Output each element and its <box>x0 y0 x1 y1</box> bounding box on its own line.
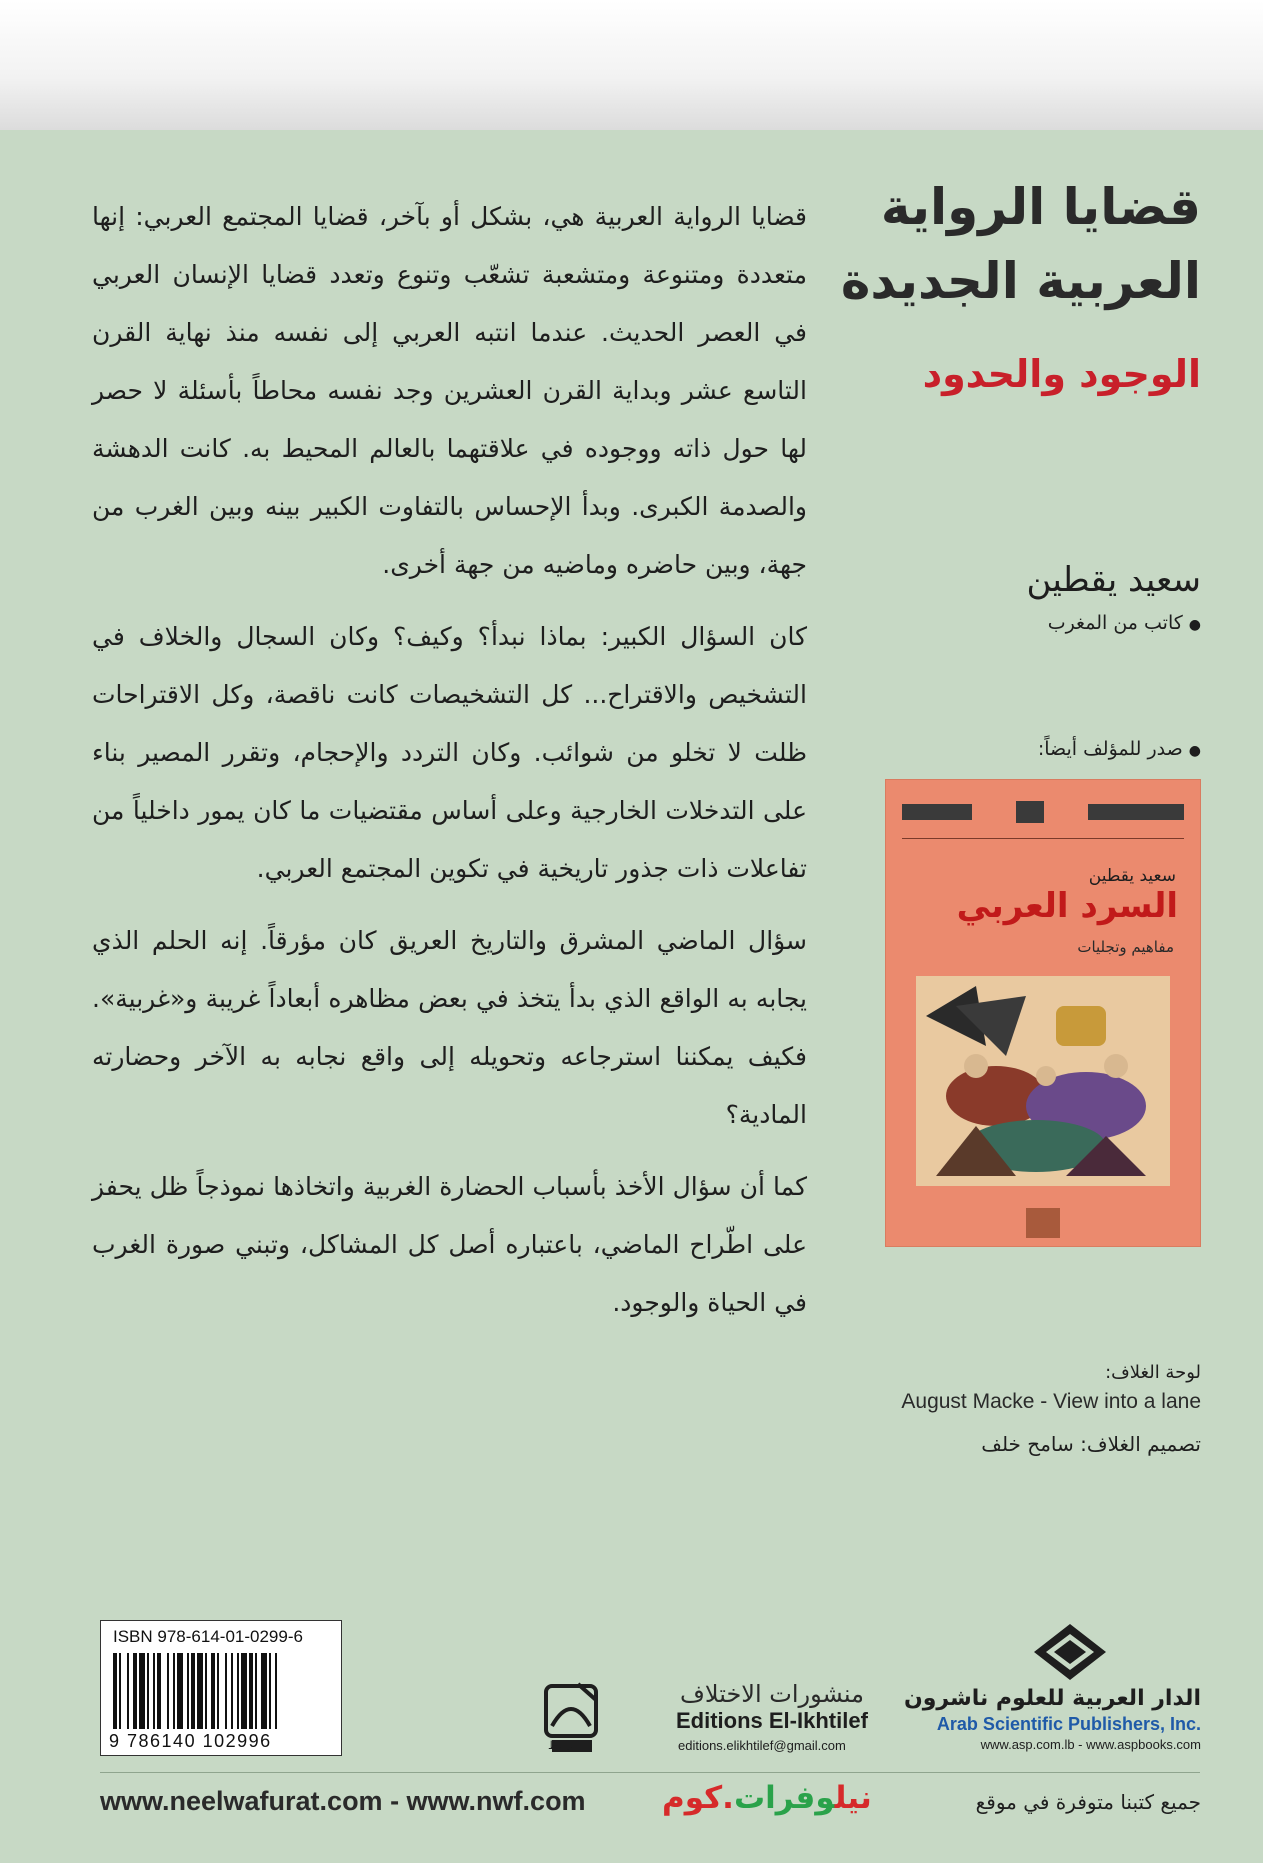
mini-cover-imprint <box>1026 1208 1060 1238</box>
mini-asp-logo <box>1088 804 1184 820</box>
mini-ikhtilef-logo <box>902 804 972 820</box>
isbn-barcode-box <box>100 1620 342 1756</box>
mini-cover-subtitle: مفاهيم وتجليات <box>1077 938 1174 956</box>
mini-cover-author: سعيد يقطين <box>1088 866 1176 886</box>
blurb-paragraph: كان السؤال الكبير: بماذا نبدأ؟ وكيف؟ وكان السجال والخلاف في التشخيص والاقتراح... كل التشخيصات كانت ناقصة، وكل الاقتراحات ظلت لا تخلو من شوائب. وكان التردد والإحجام، وتقرر المصير بناء على التدخلات الخارجية وعلى أساس مقتضيات ما كان يمور داخلياً من تفاعلات ذات جذور تاريخية في تكوين المجتمع العربي. <box>92 622 807 883</box>
book-title-line-1: قضايا الرواية <box>880 178 1201 236</box>
bullet-icon: ● <box>1188 617 1201 633</box>
mini-cover-illustration <box>916 976 1170 1186</box>
cover-designer: تصميم الغلاف: سامح خلف <box>981 1432 1201 1456</box>
mini-cover-rule <box>902 838 1184 839</box>
blurb <box>92 188 807 1346</box>
blurb-paragraph: سؤال الماضي المشرق والتاريخ العريق كان مؤرقاً. إنه الحلم الذي يجابه به الواقع الذي بدأ يتخذ في بعض مظاهره أبعاداً غريبة و«غربية». فكيف يمكننا استرجاعه وتحويله إلى واقع نجابه به الآخر وحضارته المادية؟ <box>92 926 807 1129</box>
footer-availability: جميع كتبنا متوفرة في موقع <box>975 1790 1201 1814</box>
blurb-paragraph: قضايا الرواية العربية هي، بشكل أو بآخر، قضايا المجتمع العربي: إنها متعددة ومتنوعة ومتشعبة تشعّب وتنوع وتعدد قضايا الإنسان العربي في العصر الحديث. عندما انتبه العربي إلى نفسه منذ نهاية القرن التاسع عشر وبداية القرن العشرين وجد نفسه محاطاً بأسئلة لا حصر لها حول ذاته ووجوده في علاقتهما بالعالم المحيط به. كانت الدهشة والصدمة الكبرى. وبدأ الإحساس بالتفاوت الكبير بينه وبين الغرب من جهة، وبين حاضره وماضيه من جهة أخرى. <box>92 202 807 579</box>
author-name: سعيد يقطين <box>1026 560 1201 600</box>
brand-part-1: نيل <box>834 1780 872 1816</box>
barcode-icon <box>113 1653 329 1729</box>
cover-art-label: لوحة الغلاف: <box>1105 1362 1201 1383</box>
footer-urls[interactable]: www.neelwafurat.com - www.nwf.com <box>100 1786 586 1816</box>
mini-cover-title: السرد العربي <box>956 886 1178 926</box>
zaman-city: الرباط <box>548 1739 578 1752</box>
brand-part-3: .كوم <box>662 1780 734 1816</box>
asp-publisher-logo <box>1032 1622 1108 1682</box>
also-by-label-text: صدر للمؤلف أيضاً: <box>1037 738 1183 760</box>
blurb-paragraph: كما أن سؤال الأخذ بأسباب الحضارة الغربية واتخاذها نموذجاً ظل يحفز على اطّراح الماضي، باعتباره أصل كل المشاكل، وتبني صورة الغرب في الحياة والوجود. <box>92 1172 807 1317</box>
asp-name-ar: الدار العربية للعلوم ناشرون <box>903 1686 1201 1711</box>
asp-websites[interactable]: www.asp.com.lb - www.aspbooks.com <box>980 1737 1201 1752</box>
footer-divider <box>100 1772 1200 1773</box>
also-by-label <box>1038 738 1201 760</box>
bullet-icon: ● <box>1188 743 1201 759</box>
ikhtilef-name-ar: منشورات الاختلاف <box>680 1680 865 1708</box>
barcode-digits: 9 786140 102996 <box>109 1731 272 1751</box>
cover-art-credit: August Macke - View into a lane <box>901 1390 1201 1413</box>
neelwafurat-brand-logo <box>662 1780 872 1816</box>
author-note-text: كاتب من المغرب <box>1047 612 1183 634</box>
asp-name-en: Arab Scientific Publishers, Inc. <box>936 1714 1201 1734</box>
brand-part-2: وفرات <box>733 1780 835 1816</box>
ikhtilef-email[interactable]: editions.elikhtilef@gmail.com <box>678 1738 846 1753</box>
author-note <box>1048 612 1201 634</box>
ikhtilef-name-en: Editions El-Ikhtilef <box>676 1708 868 1733</box>
top-margin <box>0 0 1263 130</box>
mini-zaman-logo <box>1016 801 1044 823</box>
mini-cover-publisher-strip <box>902 798 1184 826</box>
book-subtitle: الوجود والحدود <box>922 352 1201 396</box>
isbn-label: ISBN 978-614-01-0299-6 <box>113 1627 303 1646</box>
book-title-line-2: العربية الجديدة <box>840 252 1201 310</box>
also-by-book-cover <box>886 780 1200 1246</box>
